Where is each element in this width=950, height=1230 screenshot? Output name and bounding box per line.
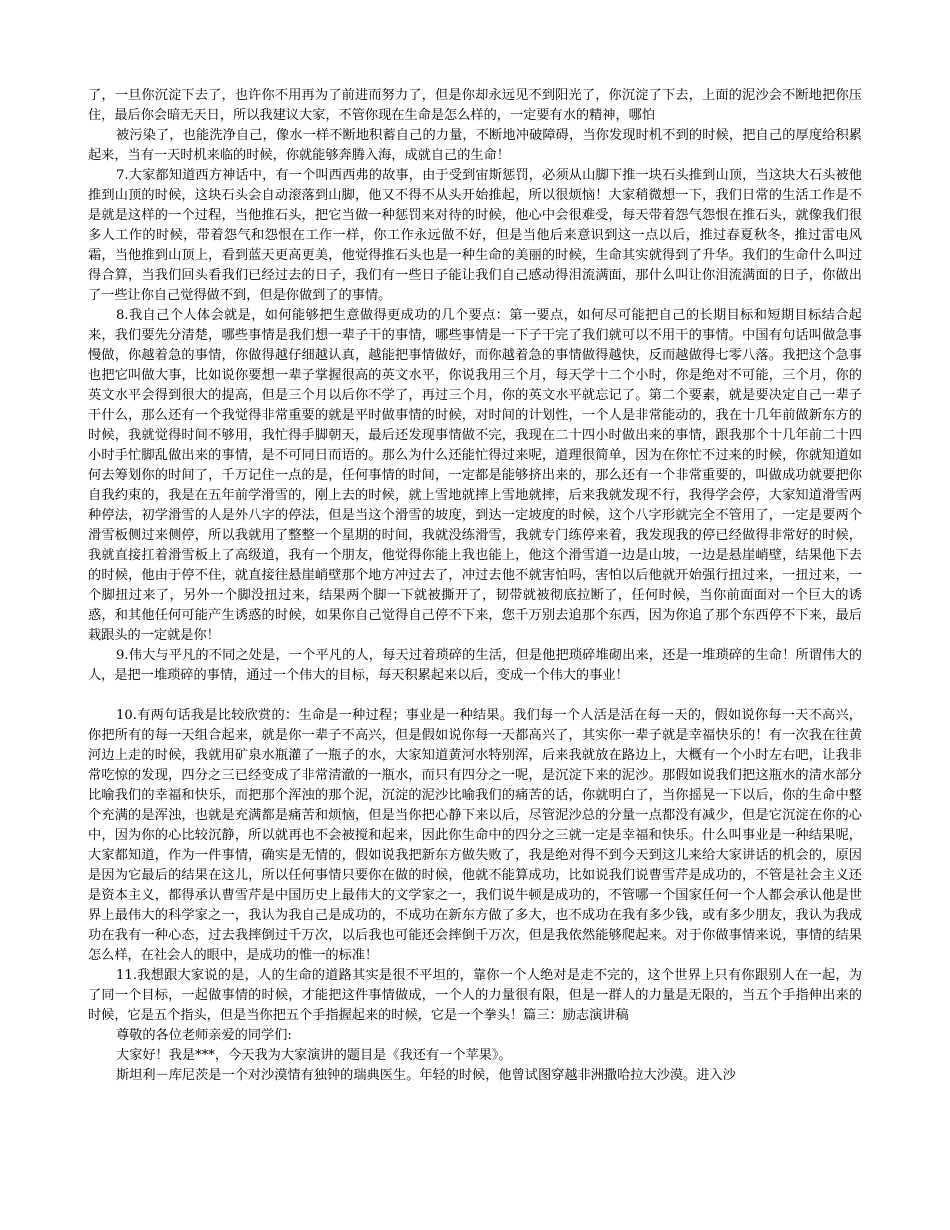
speech-story-opening: 斯坦利－库尼茨是一个对沙漠情有独钟的瑞典医生。年轻的时候，他曾试图穿越非洲撒哈拉大沙漠。进入沙: [116, 1068, 736, 1083]
speech-salutation: 尊敬的各位老师亲爱的同学们:: [116, 1028, 292, 1043]
paragraph-item-9: 9.伟大与平凡的不同之处是，一个平凡的人，每天过着琐碎的生活，但是他把琐碎堆砌出来，还是一堆琐碎的生命！所谓伟大的人，是把一堆琐碎的事情，通过一个伟大的目标，每天积累起来以后，变成一个伟大的事业！: [88, 648, 862, 683]
paragraph-item-7: 7.大家都知道西方神话中，有一个叫西西弗的故事，由于受到宙斯惩罚，必须从山脚下推一块石头推到山顶，当这块大石头被他推到山顶的时候，这块石头会自动滚落到山脚，他又不得不从头开始推起，所以很烦恼！大家稍微想一下，我们日常的生活工作是不是就是这样的一个过程，当他推石头，把它当做一种惩罚来对待的时候，他心中会很难受，每天带着怨气怨恨在推石头，就像我们很多人工作的时候，带着怨气和怨恨在工作一样，你工作永远做不好，但是当他后来意识到这一点以后，推过春夏秋冬，推过雷电风霜，当他推到山顶上，看到蓝天更高更美，他觉得推石头也是一种生命的美丽的时候，生命其实就得到了升华。我们的生命什么叫过得合算，当我们回头看我们已经过去的日子，我们有一些日子能让我们自己感动得泪流满面，那什么叫让你泪流满面的日子，你做出了一些让你自己觉得做不到，但是你做到了的事情。: [88, 168, 862, 303]
document-body: [88, 86, 862, 1086]
paragraph-item-8: 8.我自己个人体会就是，如何能够把生意做得更成功的几个要点：第一要点，如何尽可能把自己的长期目标和短期目标结合起来，我们要先分清楚，哪些事情是我们想一辈子干的事情，哪些事情是一下子干完了我们就可以不用干的事情。中国有句话叫做急事慢做，你越着急的事情，你做得越仔细越认真，越能把事情做好，而你越着急的事情做得越快，反而越做得七零八落。我把这个急事也把它叫做大事，比如说你要想一辈子掌握很高的英文水平，你说我用三个月，每天学十二个小时，你是绝对不可能，三个月，你的英文水平会得到很大的提高，但是三个月以后你不学了，再过三个月，你的英文水平就忘记了。第二个要素，就是要决定自己一辈子干什么，那么还有一个我觉得非常重要的就是平时做事情的时候，对时间的计划性，一个人是非常能动的，我在十几年前做新东方的时候，我就觉得时间不够用，我忙得手脚朝天，最后还发现事情做不完，我现在二十四小时做出来的事情，跟我那个十几年前二十四小时手忙脚乱做出来的事情，是不可同日而语的。那么为什么还能忙得过来呢，道理很简单，因为在你忙不过来的时候，你就知道如何去筹划你的时间了，千万记住一点的是，任何事情的时间，一定都是能够挤出来的，那么还有一个非常重要的，叫做成功就要把你自我约束的，我是在五年前学滑雪的，刚上去的时候，就上雪地就摔上雪地就摔，后来我就发现不行，我得学会停，大家知道滑雪两种停法，初学滑雪的人是外八字的停法，但是当这个滑雪的坡度，到达一定坡度的时候，这个八字形就完全不管用了，一定是要两个滑雪板侧过来侧停，所以我就用了整整一个星期的时间，我就没练滑雪，我就专门练停来着，我发现我的停已经做得非常好的时候，我就直接扛着滑雪板上了高级道，我有一个朋友，他觉得你能上我也能上，他这个滑雪道一边是山坡，一边是悬崖峭壁，结果他下去的时候，他由于停不住，就直接往悬崖峭壁那个地方冲过去了，冲过去他不就害怕吗，害怕以后他就开始强行扭过来，一扭过来，一个脚扭过来了，另外一个脚没扭过来，结果两个脚一下就被撕开了，韧带就被彻底拉断了，任何时候，当你前面面对一个巨大的诱惑，和其他任何可能产生诱惑的时候，如果你自己觉得自己停不下来，您千万别去追那个东西，因为你追了那个东西停不下来，最后栽跟头的一定就是你！: [88, 308, 862, 643]
speech-greeting: 大家好！我是***，今天我为大家演讲的题目是《我还有一个苹果》。: [116, 1048, 512, 1063]
paragraph-continuation: 了，一旦你沉淀下去了，也许你不用再为了前进而努力了，但是你却永远见不到阳光了，你沉淀了下去，上面的泥沙会不断地把你压住，最后你会暗无天日，所以我建议大家，不管你现在生命是怎么样的，一定要有水的精神，哪怕: [88, 88, 862, 123]
paragraph-water-spirit: 被污染了，也能洗净自己，像水一样不断地积蓄自己的力量，不断地冲破障碍，当你发现时机不到的时候，把自己的厚度给积累起来，当有一天时机来临的时候，你就能够奔腾入海，成就自己的生命！: [88, 128, 862, 163]
paragraph-item-11: 11.我想跟大家说的是，人的生命的道路其实是很不平坦的，靠你一个人绝对是走不完的，这个世界上只有你跟别人在一起，为了同一个目标，一起做事情的时候，才能把这件事情做成，一个人的力量很有限，但是一群人的力量是无限的，当五个手指伸出来的时候，它是五个指头，但是当你把五个手指握起来的时候，它是一个拳头！篇三：励志演讲稿: [88, 968, 862, 1023]
paragraph-item-10: 10.有两句话我是比较欣赏的：生命是一种过程；事业是一种结果。我们每一个人活是活在每一天的，假如说你每一天不高兴，你把所有的每一天组合起来，就是你一辈子不高兴，但是假如说你每一天都高兴了，其实你一辈子就是幸福快乐的！有一次我在往黄河边上走的时候，我就用矿泉水瓶灌了一瓶子的水，大家知道黄河水特别浑，后来我就放在路边上，大概有一个小时左右吧，让我非常吃惊的发现，四分之三已经变成了非常清澈的一瓶水，而只有四分之一呢，是沉淀下来的泥沙。那假如说我们把这瓶水的清水部分比喻我们的幸福和快乐，而把那个浑浊的那个泥，沉淀的泥沙比喻我们的痛苦的话，你就明白了，当你摇晃一下以后，你的生命中整个充满的是浑浊，也就是充满都是痛苦和烦恼，但是当你把心静下来以后，尽管泥沙总的分量一点都没有减少，但是它沉淀在你的心中，因为你的心比较沉静，所以就再也不会被搅和起来，因此你生命中的四分之三就一定是幸福和快乐。什么叫事业是一种结果呢，大家都知道，作为一件事情，确实是无情的，假如说我把新东方做失败了，我是绝对得不到今天到这儿来给大家讲话的机会的，原因是因为它最后的结果在这儿，所以任何事情只要你在做的时候，他就不能算成功，比如说我们说曹雪芹是成功的，不管是社会主义还是资本主义，都得承认曹雪芹是中国历史上最伟大的文学家之一，我们说牛顿是成功的，不管哪一个国家任何一个人都会承认他是世界上最伟大的科学家之一，我认为我自己是成功的，不成功在新东方做了多大，也不成功在我有多少钱，或有多少朋友，我认为我成功在我有一种心态，过去我摔倒过千万次，以后我也可能还会摔倒千万次，但是我依然能够爬起来。对于你做事情来说，事情的结果怎么样，在社会人的眼中，是成功的惟一的标准！: [88, 708, 862, 963]
